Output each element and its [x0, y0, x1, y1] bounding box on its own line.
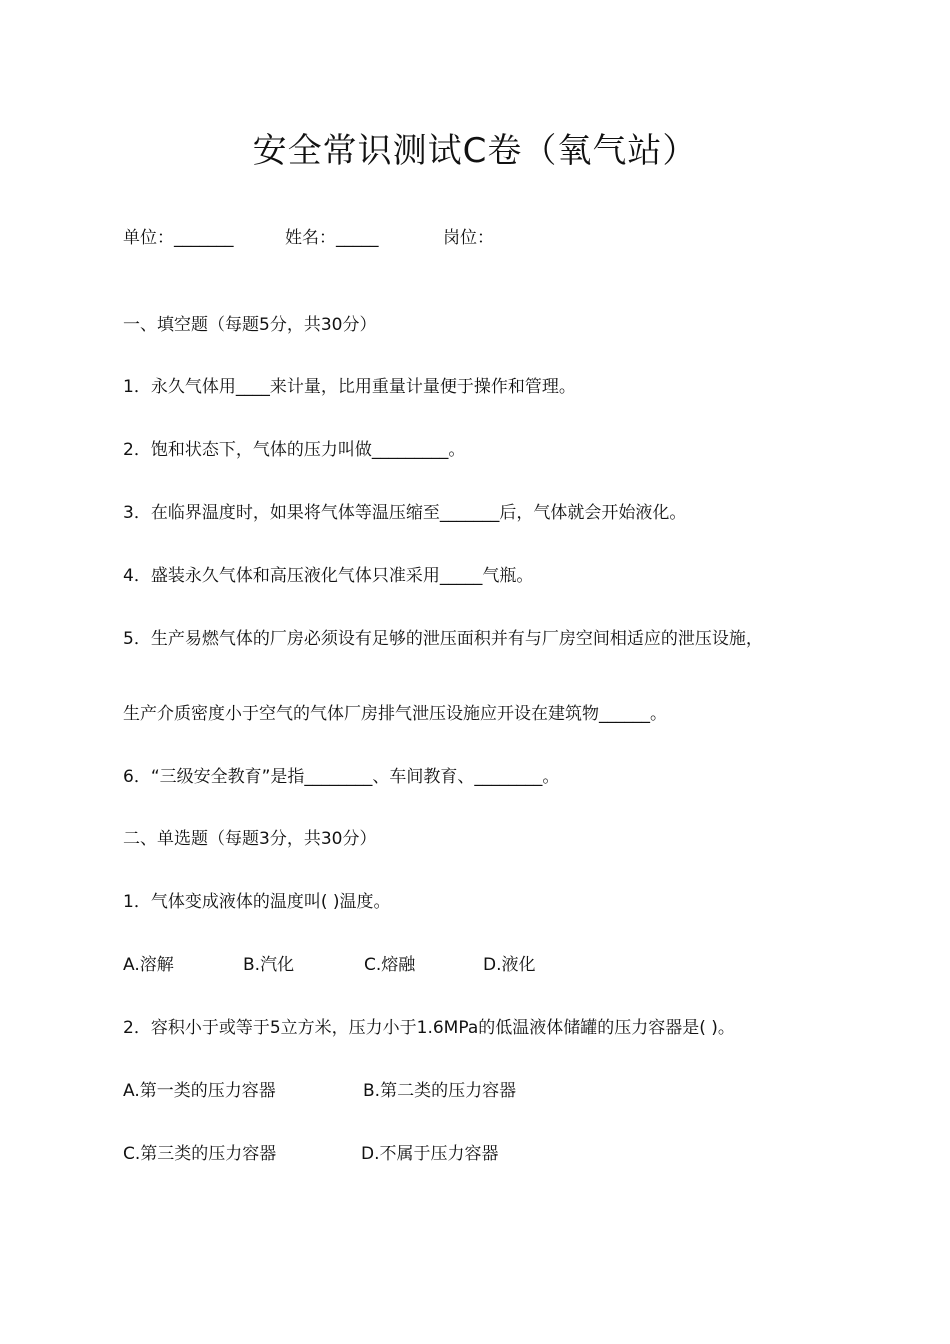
- fill-question-2: 2．饱和状态下，气体的压力叫做_________。: [123, 440, 466, 460]
- fill-question-6: 6．“三级安全教育”是指________、车间教育、________。: [123, 767, 560, 787]
- option-a: A.第一类的压力容器: [123, 1081, 276, 1101]
- fill-question-5-line-2: 生产介质密度小于空气的气体厂房排气泄压设施应开设在建筑物______。: [123, 704, 667, 724]
- fill-question-1: 1．永久气体用____来计量，比用重量计量便于操作和管理。: [123, 377, 576, 397]
- unit-field: 单位：_______: [123, 228, 234, 248]
- option-a: A.溶解: [123, 955, 174, 975]
- option-c: C.熔融: [364, 955, 416, 975]
- page-title: 安全常识测试C卷（氧气站）: [252, 131, 698, 171]
- option-d: D.不属于压力容器: [361, 1144, 499, 1164]
- fill-question-4: 4．盛装永久气体和高压液化气体只准采用_____气瓶。: [123, 566, 534, 586]
- fill-question-5-line-1: 5．生产易燃气体的厂房必须设有足够的泄压面积并有与厂房空间相适应的泄压设施，: [123, 629, 763, 649]
- fill-question-3: 3．在临界温度时，如果将气体等温压缩至_______后，气体就会开始液化。: [123, 503, 687, 523]
- choice-question-2: 2．容积小于或等于5立方米，压力小于1.6MPa的低温液体储罐的压力容器是( )。: [123, 1018, 735, 1038]
- option-c: C.第三类的压力容器: [123, 1144, 277, 1164]
- option-b: B.汽化: [243, 955, 295, 975]
- section-heading-fill-blank: 一、填空题（每题5分，共30分）: [123, 315, 377, 335]
- name-field: 姓名：_____: [285, 228, 379, 248]
- option-b: B.第二类的压力容器: [363, 1081, 517, 1101]
- post-field: 岗位：: [443, 228, 494, 248]
- option-d: D.液化: [483, 955, 536, 975]
- choice-question-1: 1．气体变成液体的温度叫( )温度。: [123, 892, 391, 912]
- section-heading-single-choice: 二、单选题（每题3分，共30分）: [123, 829, 377, 849]
